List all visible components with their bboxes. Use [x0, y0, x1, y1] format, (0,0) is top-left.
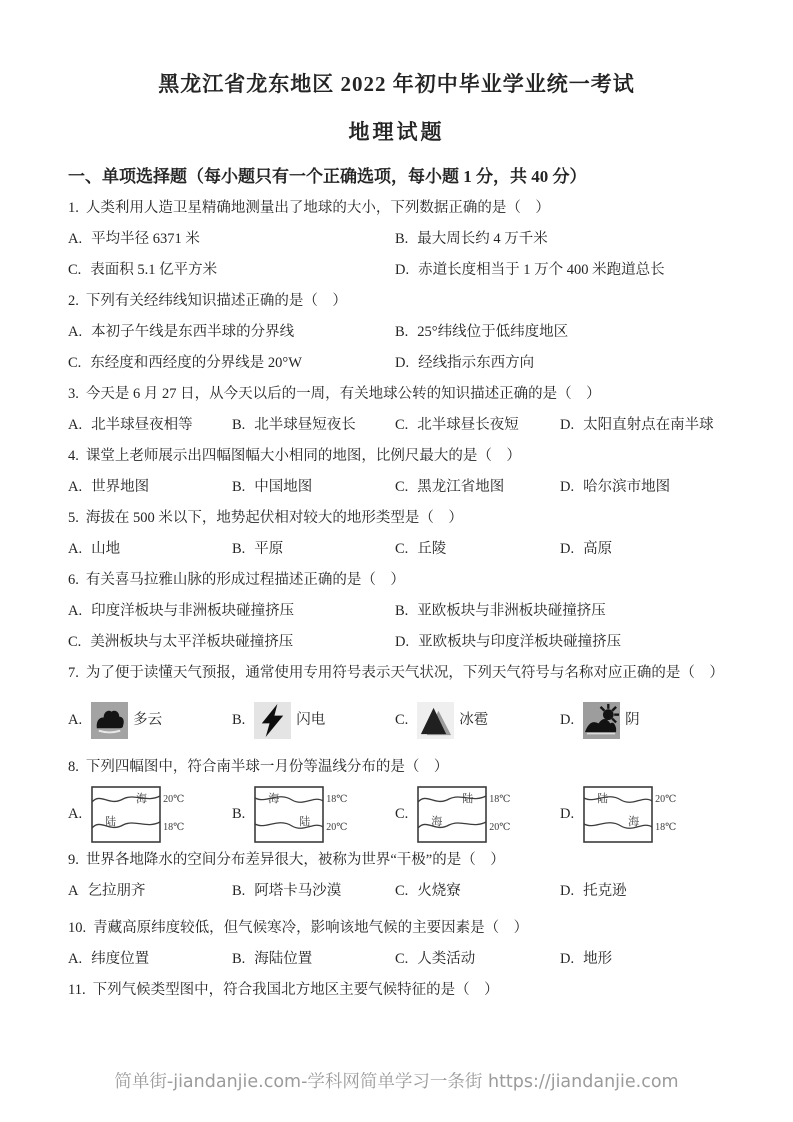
option-label: D.	[560, 951, 575, 967]
question-3	[68, 379, 725, 410]
option-label: D.	[560, 541, 575, 557]
option-label: D.	[560, 883, 575, 899]
question-text: 青藏高原纬度较低，但气候寒冷，影响该地气候的主要因素是（ ）	[93, 920, 529, 936]
question-number: 7.	[68, 665, 79, 681]
option-label: A.	[68, 479, 83, 495]
question-5-option-d	[560, 534, 725, 565]
question-7-option-b	[232, 689, 395, 752]
question-4-option-d	[560, 472, 725, 503]
option-text: 高原	[583, 541, 613, 557]
sea-land-label: 陆	[299, 815, 311, 828]
question-7-options	[68, 689, 725, 752]
question-1-option-c	[68, 255, 395, 286]
question-2	[68, 286, 725, 317]
option-label: C.	[68, 355, 82, 371]
exam-subtitle: 地理试题	[348, 120, 445, 144]
option-text: 太阳直射点在南半球	[583, 417, 714, 433]
question-3-option-c	[395, 410, 560, 441]
question-1-options-row-1	[68, 224, 725, 255]
question-number: 9.	[68, 852, 79, 868]
option-label: D.	[560, 805, 575, 822]
question-text: 为了便于读懂天气预报，通常使用专用符号表示天气状况，下列天气符号与名称对应正确的是（ ）	[85, 665, 724, 681]
question-6-options-row-2	[68, 627, 725, 658]
temp-bottom-label: 20℃	[489, 822, 511, 833]
option-label: B.	[232, 883, 246, 899]
option-text: 世界地图	[91, 479, 150, 495]
question-3-option-a	[68, 410, 232, 441]
option-label: D.	[560, 712, 575, 728]
temp-top-label: 18℃	[489, 794, 511, 805]
question-number: 1.	[68, 200, 79, 216]
question-number: 8.	[68, 759, 79, 775]
sea-land-label: 海	[136, 792, 148, 805]
question-2-option-d	[395, 348, 725, 379]
temp-top-label: 18℃	[326, 794, 348, 805]
question-6-option-a	[68, 596, 395, 627]
option-label: C.	[395, 541, 409, 557]
option-text: 多云	[133, 712, 163, 728]
isotherm-temps	[163, 795, 184, 833]
option-text: 平均半径 6371 米	[91, 231, 200, 247]
option-label: D.	[395, 262, 410, 278]
question-8-option-d	[560, 783, 725, 845]
question-6-option-b	[395, 596, 725, 627]
option-label: B.	[232, 417, 246, 433]
question-4-options	[68, 472, 725, 503]
option-label: A.	[68, 541, 83, 557]
option-text: 阴	[625, 712, 640, 728]
question-11	[68, 975, 725, 1006]
watermark-footer: 简单街-jiandanjie.com-学科网简单学习一条街 https://jiandanjie.com	[114, 1072, 679, 1092]
option-label: B.	[395, 231, 409, 247]
option-text: 乞拉朋齐	[87, 883, 146, 899]
question-9-option-c	[395, 876, 560, 907]
question-9-option-b	[232, 876, 395, 907]
option-label: A.	[68, 231, 83, 247]
isotherm-temps	[655, 795, 676, 833]
option-label: B.	[395, 603, 409, 619]
temp-bottom-label: 18℃	[163, 822, 185, 833]
option-label: C.	[395, 479, 409, 495]
question-2-option-b	[395, 317, 725, 348]
option-label: D.	[395, 355, 410, 371]
option-text: 赤道长度相当于 1 万个 400 米跑道总长	[418, 262, 665, 278]
option-label: D.	[560, 479, 575, 495]
option-text: 美洲板块与太平洋板块碰撞挤压	[90, 634, 294, 650]
option-label: A.	[68, 417, 83, 433]
question-1-option-b	[395, 224, 725, 255]
question-2-options-row-2	[68, 348, 725, 379]
option-text: 黑龙江省地图	[417, 479, 505, 495]
question-text: 海拔在 500 米以下，地势起伏相对较大的地形类型是（ ）	[85, 510, 463, 526]
isotherm-diagram	[583, 786, 676, 843]
option-label: A.	[68, 805, 83, 822]
option-text: 本初子午线是东西半球的分界线	[91, 324, 295, 340]
question-text: 下列气候类型图中，符合我国北方地区主要气候特征的是（ ）	[92, 982, 499, 998]
question-10-option-a	[68, 944, 232, 975]
question-4-option-a	[68, 472, 232, 503]
question-5-option-a	[68, 534, 232, 565]
question-text: 下列有关经纬线知识描述正确的是（ ）	[85, 293, 347, 309]
question-number: 2.	[68, 293, 79, 309]
question-number: 5.	[68, 510, 79, 526]
option-label: C.	[395, 417, 409, 433]
question-8-option-c	[395, 783, 560, 845]
option-label: D.	[560, 417, 575, 433]
question-5	[68, 503, 725, 534]
question-1-options-row-2	[68, 255, 725, 286]
isotherm-diagram	[417, 786, 510, 843]
option-label: B.	[232, 541, 246, 557]
isotherm-temps	[326, 795, 347, 833]
question-number: 11.	[68, 982, 86, 998]
temp-top-label: 20℃	[163, 794, 185, 805]
question-9-options	[68, 876, 725, 907]
option-text: 哈尔滨市地图	[583, 479, 671, 495]
option-text: 人类活动	[417, 951, 476, 967]
question-4-option-b	[232, 472, 395, 503]
option-text: 北半球昼短夜长	[254, 417, 356, 433]
question-8-options	[68, 783, 725, 845]
option-label: C.	[68, 634, 82, 650]
hail-triangle-icon	[417, 702, 454, 739]
option-text: 托克逊	[583, 883, 627, 899]
sea-land-label: 海	[628, 815, 640, 828]
option-label: C.	[68, 262, 82, 278]
option-label: C.	[395, 712, 409, 728]
question-number: 4.	[68, 448, 79, 464]
question-1-option-a	[68, 224, 395, 255]
question-6-options-row-1	[68, 596, 725, 627]
option-text: 平原	[254, 541, 284, 557]
sea-land-label: 海	[431, 815, 443, 828]
question-3-option-d	[560, 410, 725, 441]
option-text: 纬度位置	[91, 951, 150, 967]
option-text: 丘陵	[417, 541, 447, 557]
exam-body	[68, 160, 725, 1006]
isotherm-temps	[489, 795, 510, 833]
question-4	[68, 441, 725, 472]
option-text: 东经度和西经度的分界线是 20°W	[90, 355, 302, 371]
question-number: 3.	[68, 386, 79, 402]
sun-behind-cloud-icon	[583, 702, 620, 739]
option-text: 海陆位置	[254, 951, 313, 967]
cloud-icon	[91, 702, 128, 739]
option-text: 中国地图	[254, 479, 313, 495]
question-6	[68, 565, 725, 596]
option-label: B.	[232, 805, 246, 822]
lightning-icon	[254, 702, 291, 739]
question-7-option-d	[560, 689, 725, 752]
temp-bottom-label: 20℃	[326, 822, 348, 833]
question-8-option-b	[232, 783, 395, 845]
question-10-option-c	[395, 944, 560, 975]
option-label: C.	[395, 883, 409, 899]
question-8-option-a	[68, 783, 232, 845]
question-9	[68, 845, 725, 876]
option-text: 亚欧板块与非洲板块碰撞挤压	[417, 603, 606, 619]
option-label: C.	[395, 951, 409, 967]
question-2-option-a	[68, 317, 395, 348]
option-text: 北半球昼长夜短	[417, 417, 519, 433]
question-5-options	[68, 534, 725, 565]
option-label: A.	[68, 712, 83, 728]
option-text: 冰雹	[459, 712, 489, 728]
question-number: 6.	[68, 572, 79, 588]
question-10-option-b	[232, 944, 395, 975]
option-text: 地形	[583, 951, 613, 967]
option-label: A.	[68, 324, 83, 340]
temp-bottom-label: 18℃	[655, 822, 677, 833]
question-1-option-d	[395, 255, 725, 286]
question-5-option-c	[395, 534, 560, 565]
option-label: A	[68, 883, 79, 899]
question-10-options	[68, 944, 725, 975]
option-text: 亚欧板块与印度洋板块碰撞挤压	[418, 634, 622, 650]
option-label: B.	[395, 324, 409, 340]
option-label: A.	[68, 603, 83, 619]
sea-land-label: 陆	[462, 792, 474, 805]
option-text: 印度洋板块与非洲板块碰撞挤压	[91, 603, 295, 619]
option-text: 火烧寮	[417, 883, 461, 899]
question-text: 有关喜马拉雅山脉的形成过程描述正确的是（ ）	[85, 572, 405, 588]
sea-land-label: 陆	[105, 815, 117, 828]
sea-land-label: 海	[268, 792, 280, 805]
option-text: 阿塔卡马沙漠	[254, 883, 342, 899]
question-3-option-b	[232, 410, 395, 441]
option-label: B.	[232, 712, 246, 728]
option-text: 经线指示东西方向	[418, 355, 535, 371]
question-text: 今天是 6 月 27 日，从今天以后的一周，有关地球公转的知识描述正确的是（ ）	[85, 386, 601, 402]
option-text: 25°纬线位于低纬度地区	[417, 324, 569, 340]
isotherm-diagram	[91, 786, 184, 843]
option-label: A.	[68, 951, 83, 967]
question-1	[68, 193, 725, 224]
exam-title: 黑龙江省龙东地区 2022 年初中毕业学业统一考试	[158, 72, 635, 96]
question-text: 人类利用人造卫星精确地测量出了地球的大小，下列数据正确的是（ ）	[85, 200, 550, 216]
isotherm-diagram	[254, 786, 347, 843]
option-text: 表面积 5.1 亿平方米	[90, 262, 218, 278]
question-7	[68, 658, 725, 689]
option-text: 最大周长约 4 万千米	[417, 231, 548, 247]
option-label: B.	[232, 951, 246, 967]
question-6-option-c	[68, 627, 395, 658]
temp-top-label: 20℃	[655, 794, 677, 805]
question-9-option-a	[68, 876, 232, 907]
section-header: 一、单项选择题（每小题只有一个正确选项，每小题 1 分，共 40 分）	[68, 167, 587, 186]
question-4-option-c	[395, 472, 560, 503]
question-3-options	[68, 410, 725, 441]
question-2-option-c	[68, 348, 395, 379]
option-text: 闪电	[296, 712, 326, 728]
option-label: D.	[395, 634, 410, 650]
question-text: 下列四幅图中，符合南半球一月份等温线分布的是（ ）	[85, 759, 449, 775]
question-8	[68, 752, 725, 783]
sea-land-label: 陆	[597, 792, 609, 805]
option-label: B.	[232, 479, 246, 495]
question-number: 10.	[68, 920, 87, 936]
option-label: C.	[395, 805, 409, 822]
option-text: 山地	[91, 541, 121, 557]
question-text: 世界各地降水的空间分布差异很大，被称为世界“干极”的是（ ）	[85, 852, 505, 868]
question-10	[68, 913, 725, 944]
question-7-option-c	[395, 689, 560, 752]
question-5-option-b	[232, 534, 395, 565]
question-text: 课堂上老师展示出四幅图幅大小相同的地图，比例尺最大的是（ ）	[85, 448, 521, 464]
question-6-option-d	[395, 627, 725, 658]
option-text: 北半球昼夜相等	[91, 417, 193, 433]
question-9-option-d	[560, 876, 725, 907]
question-2-options-row-1	[68, 317, 725, 348]
question-7-option-a	[68, 689, 232, 752]
question-10-option-d	[560, 944, 725, 975]
